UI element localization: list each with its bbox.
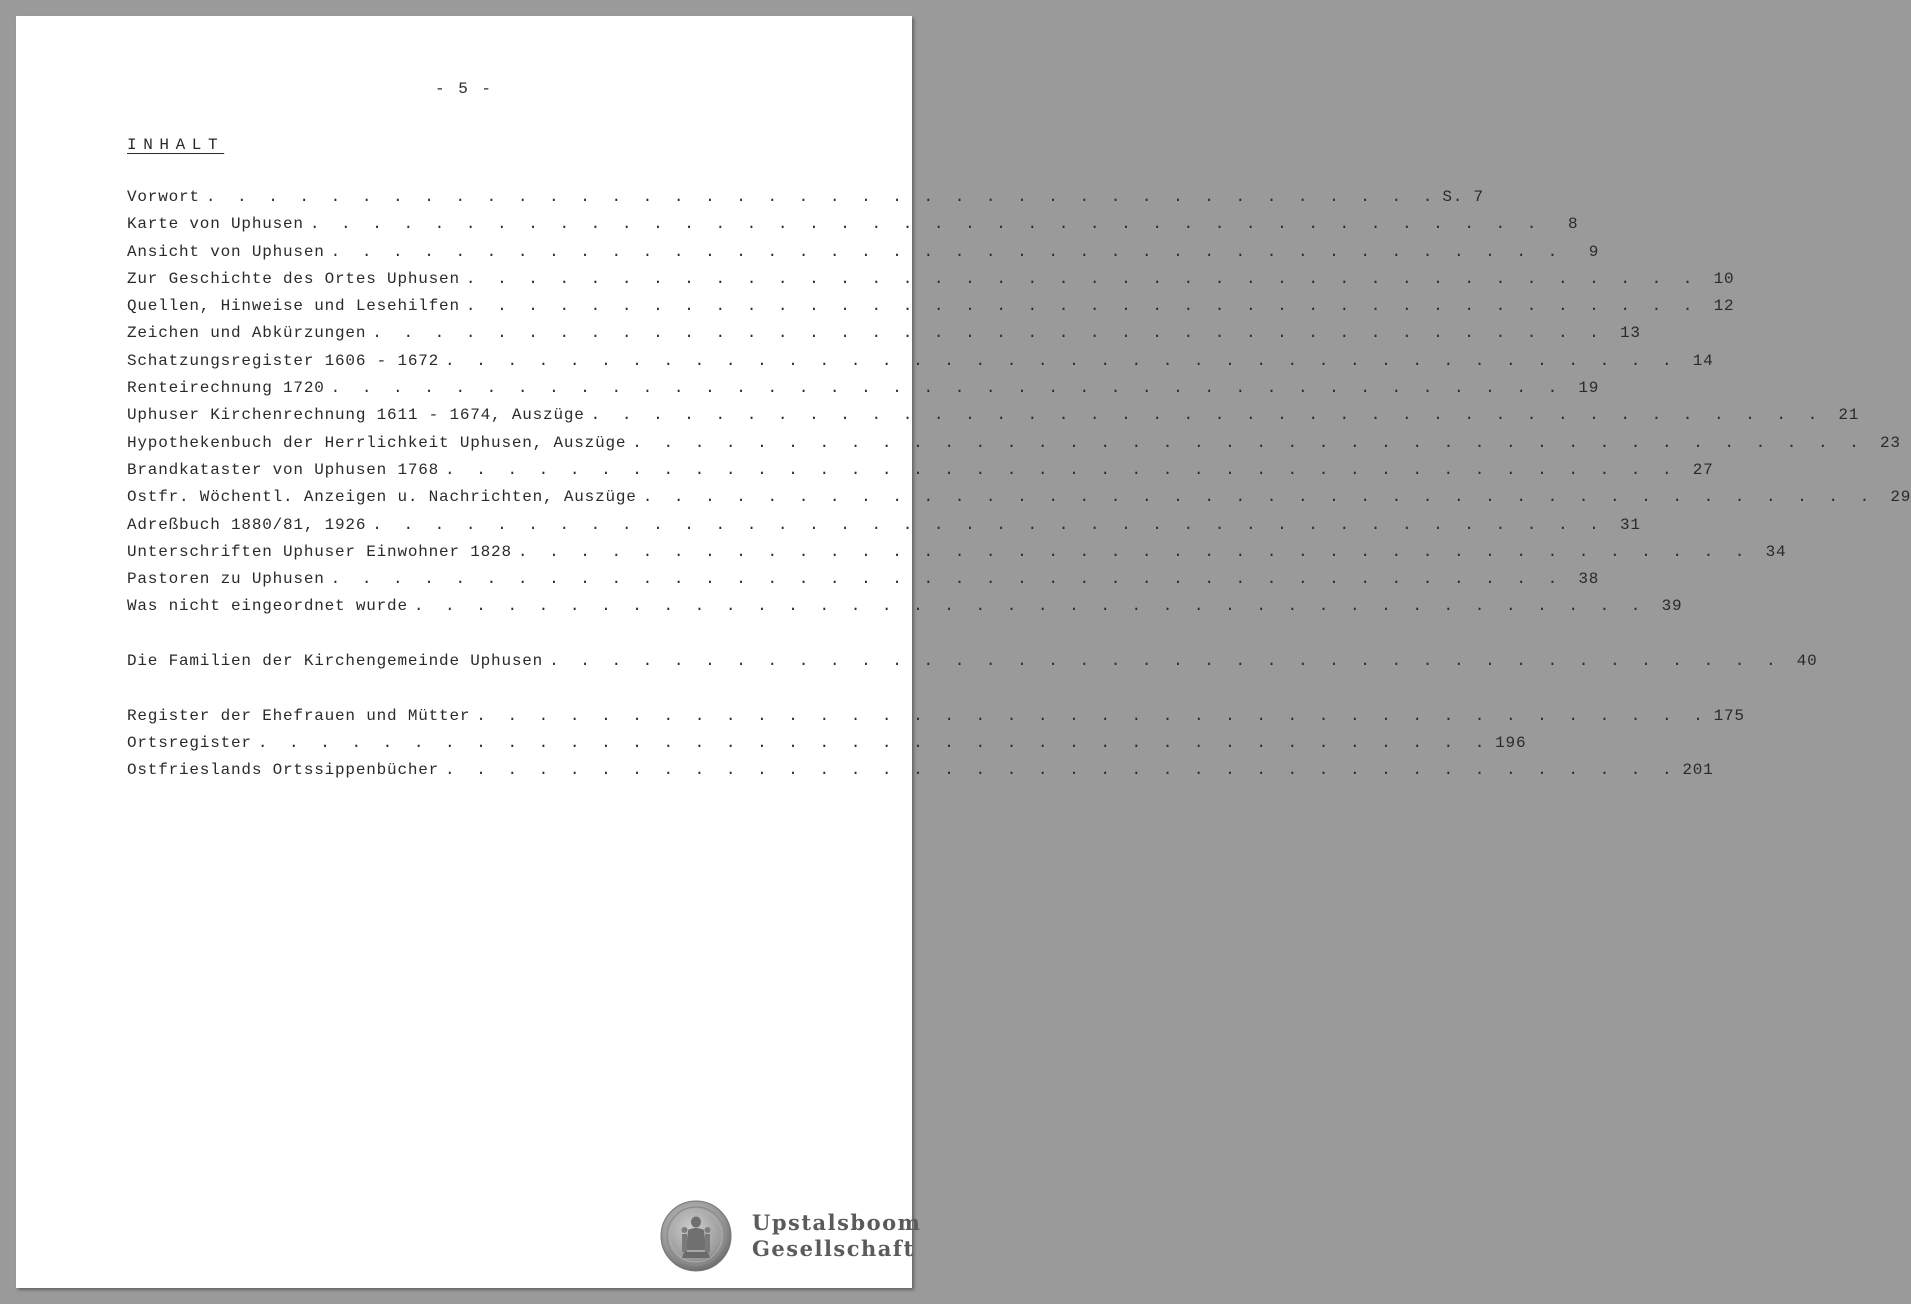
- toc-entry-page: 12: [1713, 297, 1735, 316]
- toc-entry-title: Ostfr. Wöchentl. Anzeigen u. Nachrichten, Auszüge: [127, 488, 637, 507]
- toc-entry: [127, 406, 1860, 433]
- logo-line-1: Upstalsboom: [752, 1210, 922, 1235]
- upstalsboom-logo: [660, 1200, 921, 1272]
- toc-entry: [127, 379, 1600, 406]
- toc-entry-page: 31: [1619, 515, 1641, 534]
- toc-entry-page: 21: [1838, 406, 1860, 425]
- toc-leader-dots: . . . . . . . . . . . . . . . . . . . . . . . . . . . . . . . . . . . . . . . .: [549, 652, 1782, 671]
- toc-leader-dots: . . . . . . . . . . . . . . . . . . . . . . . . . . . . . . . . . . . . . . . .: [632, 433, 1865, 452]
- toc-leader-dots: . . . . . . . . . . . . . . . . . . . . . . . . . . . . . . . . . . . . . . . .: [309, 215, 1543, 234]
- toc-leader-dots: . . . . . . . . . . . . . . . . . . . . . . . . . . . . . . . . . . . . . . . .: [372, 515, 1605, 534]
- toc-leader-dots: . . . . . . . . . . . . . . . . . . . . . . . . . . . . . . . . . . . . . . . .: [372, 324, 1605, 343]
- toc-spacer: [127, 625, 727, 652]
- toc-entry-page: 27: [1692, 460, 1714, 479]
- toc-entry-page: S. 7: [1442, 188, 1484, 206]
- document-page: [16, 16, 1911, 1288]
- toc-leader-dots: . . . . . . . . . . . . . . . . . . . . . . . . . . . . . . . . . . . . . . . .: [590, 406, 1824, 425]
- seal-icon: [660, 1200, 732, 1272]
- toc-entry-title: Ortsregister: [127, 733, 252, 752]
- toc-entry-page: 39: [1661, 597, 1683, 616]
- toc-entry-page: 29: [1890, 488, 1911, 507]
- toc-leader-dots: . . . . . . . . . . . . . . . . . . . . . . . . . . . . . . . . . . . . . . . .: [445, 460, 1678, 479]
- toc-entry-title: Unterschriften Uphuser Einwohner 1828: [127, 542, 512, 561]
- toc-entry-page: 196: [1495, 733, 1527, 752]
- toc-entry: [127, 351, 1714, 379]
- toc-leader-dots: . . . . . . . . . . . . . . . . . . . . . . . . . . . . . . . . . . . . . . . .: [205, 188, 1439, 206]
- toc-group-registers: [127, 706, 1745, 789]
- toc-spacer: [127, 679, 727, 706]
- toc-entry: [127, 297, 1735, 324]
- toc-leader-dots: . . . . . . . . . . . . . . . . . . . . . . . . . . . . . . . . . . . . . . . .: [257, 733, 1491, 752]
- toc-entry: [127, 433, 1901, 461]
- toc-entry-title: Die Familien der Kirchengemeinde Uphusen: [127, 652, 544, 671]
- toc-entry-title: Vorwort: [127, 188, 200, 206]
- toc-entry-page: 13: [1619, 324, 1641, 343]
- toc-entry-page: 38: [1578, 570, 1600, 589]
- toc-entry-title: Schatzungsregister 1606 - 1672: [127, 351, 440, 370]
- toc-heading: INHALT: [127, 136, 225, 154]
- toc-leader-dots: . . . . . . . . . . . . . . . . . . . . . . . . . . . . . . . . . . . . . . . .: [517, 542, 1751, 561]
- toc-entry: [127, 242, 1600, 270]
- toc-leader-dots: . . . . . . . . . . . . . . . . . . . . . . . . . . . . . . . . . . . . . . . .: [445, 761, 1678, 780]
- toc-entry-title: Zur Geschichte des Ortes Uphusen: [127, 269, 460, 288]
- toc-entry-title: Renteirechnung 1720: [127, 379, 325, 398]
- toc-entry-title: Zeichen und Abkürzungen: [127, 324, 367, 343]
- toc-entry-title: Adreßbuch 1880/81, 1926: [127, 515, 367, 534]
- toc-entry-title: Register der Ehefrauen und Mütter: [127, 706, 471, 725]
- toc-entry-page: 14: [1692, 351, 1714, 370]
- toc-entry: [127, 269, 1735, 297]
- toc-leader-dots: . . . . . . . . . . . . . . . . . . . . . . . . . . . . . . . . . . . . . . . .: [330, 242, 1564, 261]
- toc-leader-dots: . . . . . . . . . . . . . . . . . . . . . . . . . . . . . . . . . . . . . . . .: [642, 488, 1876, 507]
- toc-entry-title: Hypothekenbuch der Herrlichkeit Uphusen, Auszüge: [127, 433, 627, 452]
- toc-entry: [127, 515, 1641, 543]
- toc-leader-dots: . . . . . . . . . . . . . . . . . . . . . . . . . . . . . . . . . . . . . . . .: [330, 379, 1564, 398]
- toc-entry-title: Was nicht eingeordnet wurde: [127, 597, 408, 616]
- toc-entry: [127, 761, 1714, 788]
- toc-entry: [127, 324, 1641, 351]
- toc-entry: [127, 597, 1683, 624]
- table-of-contents: [127, 188, 1911, 789]
- toc-group-sections: [127, 188, 1911, 625]
- toc-leader-dots: . . . . . . . . . . . . . . . . . . . . . . . . . . . . . . . . . . . . . . . .: [330, 570, 1564, 589]
- toc-entry-page: 10: [1713, 269, 1735, 288]
- toc-entry: [127, 460, 1714, 488]
- logo-line-2: Gesellschaft: [752, 1236, 915, 1261]
- toc-entry-title: Ansicht von Uphusen: [127, 242, 325, 261]
- toc-entry-title: Uphuser Kirchenrechnung 1611 - 1674, Auszüge: [127, 406, 585, 425]
- toc-entry: [127, 215, 1579, 242]
- logo-text: [752, 1210, 921, 1262]
- toc-leader-dots: . . . . . . . . . . . . . . . . . . . . . . . . . . . . . . . . . . . . . . . .: [445, 351, 1678, 370]
- toc-leader-dots: . . . . . . . . . . . . . . . . . . . . . . . . . . . . . . . . . . . . . . . .: [413, 597, 1647, 616]
- toc-entry-title: Quellen, Hinweise und Lesehilfen: [127, 297, 460, 316]
- toc-entry-page: 34: [1765, 542, 1787, 561]
- toc-entry-page: 9: [1588, 242, 1600, 261]
- toc-entry-page: 8: [1567, 215, 1579, 234]
- toc-entry: [127, 570, 1600, 597]
- toc-entry-title: Pastoren zu Uphusen: [127, 570, 325, 589]
- toc-entry-page: 40: [1796, 652, 1818, 671]
- toc-leader-dots: . . . . . . . . . . . . . . . . . . . . . . . . . . . . . . . . . . . . . . . .: [476, 706, 1709, 725]
- toc-entry-page: 23: [1880, 433, 1901, 452]
- toc-group-families: [127, 652, 1818, 679]
- toc-entry: [127, 188, 1484, 215]
- toc-entry: [127, 542, 1787, 570]
- toc-entry: [127, 733, 1527, 761]
- toc-entry-title: Brandkataster von Uphusen 1768: [127, 460, 440, 479]
- toc-entry: [127, 488, 1911, 515]
- toc-leader-dots: . . . . . . . . . . . . . . . . . . . . . . . . . . . . . . . . . . . . . . . .: [465, 297, 1699, 316]
- toc-entry-page: 201: [1682, 761, 1714, 780]
- toc-entry-page: 175: [1713, 706, 1745, 725]
- toc-entry-title: Ostfrieslands Ortssippenbücher: [127, 761, 440, 780]
- toc-entry: [127, 652, 1818, 679]
- toc-entry: [127, 706, 1745, 734]
- toc-entry-title: Karte von Uphusen: [127, 215, 304, 234]
- page-number: - 5 -: [434, 80, 493, 98]
- toc-leader-dots: . . . . . . . . . . . . . . . . . . . . . . . . . . . . . . . . . . . . . . . .: [465, 269, 1699, 288]
- toc-entry-page: 19: [1578, 379, 1600, 398]
